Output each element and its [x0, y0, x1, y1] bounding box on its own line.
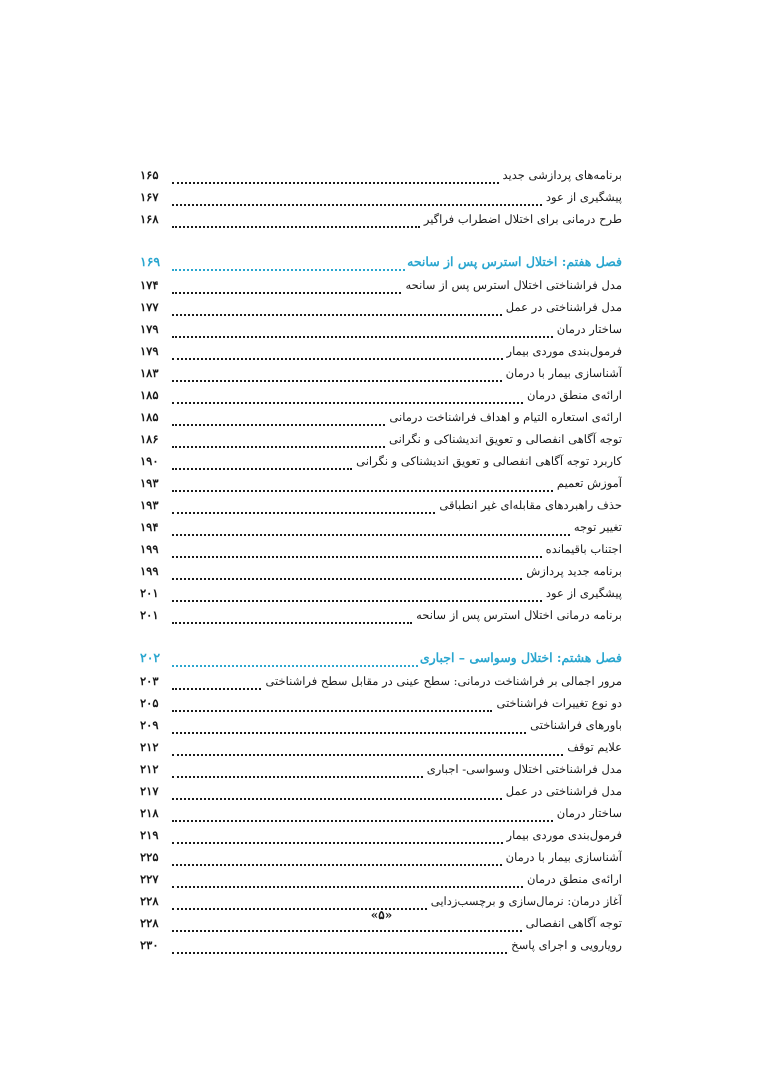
entry-title: باورهای فراشناختی [530, 718, 622, 732]
toc-entry[interactable] [140, 450, 622, 472]
entry-page-number: ۱۷۴ [140, 278, 159, 292]
entry-title: مدل فراشناختی در عمل [505, 300, 622, 314]
dot-leader [172, 592, 542, 602]
entry-title: برنامه درمانی اختلال استرس پس از سانحه [416, 608, 622, 622]
dot-leader [172, 878, 523, 888]
entry-title: رویارویی و اجرای پاسخ [511, 938, 622, 952]
toc-entry[interactable] [140, 868, 622, 890]
toc-entry[interactable] [140, 208, 622, 230]
entry-title: مدل فراشناختی در عمل [505, 784, 622, 798]
dot-leader [172, 394, 523, 404]
toc-entry[interactable] [140, 472, 622, 494]
toc-entry[interactable] [140, 736, 622, 758]
dot-leader [172, 306, 502, 316]
entry-title: فرمول‌بندی موردی بیمار [506, 344, 622, 358]
entry-title: مدل فراشناختی اختلال استرس پس از سانحه [405, 278, 622, 292]
entry-title: توجه آگاهی انفصالی و تعویق اندیشناکی و نگرانی [389, 432, 622, 446]
entry-title: ارائه‌ی استعاره التیام و اهداف فراشناخت درمانی [389, 410, 622, 424]
dot-leader [172, 834, 503, 844]
entry-page-number: ۱۸۶ [140, 432, 159, 446]
entry-title: حذف راهبردهای مقابله‌ای غیر انطباقی [439, 498, 622, 512]
entry-page-number: ۱۹۴ [140, 520, 159, 534]
dot-leader [172, 372, 502, 382]
toc-entry[interactable] [140, 670, 622, 692]
entry-title: مدل فراشناختی اختلال وسواسی- اجباری [426, 762, 622, 776]
toc-section-a [140, 164, 622, 230]
dot-leader [172, 284, 401, 294]
dot-leader [172, 702, 492, 712]
entry-page-number: ۱۸۵ [140, 410, 159, 424]
entry-page-number: ۲۲۷ [140, 872, 159, 886]
entry-page-number: ۱۹۳ [140, 498, 159, 512]
toc-entry[interactable] [140, 406, 622, 428]
entry-page-number: ۱۷۹ [140, 322, 159, 336]
entry-page-number: ۱۶۸ [140, 212, 159, 226]
toc-entry[interactable] [140, 362, 622, 384]
dot-leader [172, 526, 570, 536]
entry-title: فرمول‌بندی موردی بیمار [506, 828, 622, 842]
dot-leader [172, 438, 385, 448]
entry-title: ارائه‌ی منطق درمان [526, 872, 622, 886]
entry-title: طرح درمانی برای اختلال اضطراب فراگیر [423, 212, 622, 226]
dot-leader [172, 218, 420, 228]
entry-title: دو نوع تغییرات فراشناختی [496, 696, 622, 710]
toc-entry[interactable] [140, 516, 622, 538]
dot-leader [172, 504, 435, 514]
toc-entry[interactable] [140, 780, 622, 802]
entry-title: آموزش تعمیم [556, 476, 622, 490]
entry-title: مرور اجمالی بر فراشناخت درمانی: سطح عینی در مقابل سطح فراشناختی [265, 674, 622, 688]
chapter-heading-8[interactable] [140, 646, 622, 670]
entry-title: برنامه جدید پردازش [526, 564, 622, 578]
toc-entry[interactable] [140, 824, 622, 846]
toc-entry[interactable] [140, 582, 622, 604]
toc-entry[interactable] [140, 494, 622, 516]
entry-title: پیشگیری از عود [545, 586, 622, 600]
dot-leader [172, 570, 522, 580]
entry-title: کاربرد توجه آگاهی انفصالی و تعویق اندیشناکی و نگرانی [356, 454, 622, 468]
entry-title: برنامه‌های پردازشی جدید [502, 168, 622, 182]
dot-leader [172, 812, 553, 822]
toc-entry[interactable] [140, 186, 622, 208]
entry-page-number: ۱۸۳ [140, 366, 159, 380]
toc-entry[interactable] [140, 560, 622, 582]
entry-page-number: ۱۹۹ [140, 564, 159, 578]
table-of-contents [140, 164, 622, 956]
dot-leader [172, 196, 542, 206]
entry-page-number: ۲۱۲ [140, 762, 159, 776]
dot-leader [172, 416, 385, 426]
toc-entry[interactable] [140, 318, 622, 340]
entry-page-number: ۱۷۹ [140, 344, 159, 358]
toc-entry[interactable] [140, 296, 622, 318]
chapter-title: فصل هشتم: اختلال وسواسی – اجباری [419, 650, 622, 665]
entry-page-number: ۲۰۹ [140, 718, 159, 732]
entry-page-number: ۱۷۷ [140, 300, 159, 314]
entry-page-number: ۲۰۵ [140, 696, 159, 710]
dot-leader [172, 724, 526, 734]
toc-entry[interactable] [140, 604, 622, 626]
entry-page-number: ۲۱۷ [140, 784, 159, 798]
entry-page-number: ۱۸۵ [140, 388, 159, 402]
dot-leader [172, 460, 352, 470]
dot-leader [172, 790, 502, 800]
toc-entry[interactable] [140, 758, 622, 780]
entry-page-number: ۲۱۲ [140, 740, 159, 754]
toc-entry[interactable] [140, 846, 622, 868]
entry-page-number: ۲۱۸ [140, 806, 159, 820]
toc-entry[interactable] [140, 384, 622, 406]
toc-section-b [140, 274, 622, 626]
chapter-title: فصل هفتم: اختلال استرس پس از سانحه [407, 254, 622, 269]
entry-title: آشناسازی بیمار با درمان [505, 366, 622, 380]
toc-entry[interactable] [140, 274, 622, 296]
entry-title: ارائه‌ی منطق درمان [526, 388, 622, 402]
entry-title: آغاز درمان: نرمال‌سازی و برچسب‌زدایی [430, 894, 622, 908]
dot-leader [172, 768, 423, 778]
entry-page-number: ۱۶۵ [140, 168, 159, 182]
entry-page-number: ۲۰۱ [140, 608, 159, 622]
dot-leader [172, 614, 412, 624]
entry-page-number: ۲۱۹ [140, 828, 159, 842]
dot-leader [172, 548, 542, 558]
page-number-footer: «۵» [370, 908, 393, 922]
toc-entry[interactable] [140, 428, 622, 450]
entry-title: ساختار درمان [556, 806, 622, 820]
dot-leader [172, 174, 499, 184]
entry-title: اجتناب باقیمانده [545, 542, 622, 556]
entry-title: تغییر توجه [573, 520, 622, 534]
entry-page-number: ۱۶۷ [140, 190, 159, 204]
chapter-page-number: ۲۰۲ [140, 650, 161, 665]
entry-page-number: ۱۹۹ [140, 542, 159, 556]
entry-page-number: ۲۰۳ [140, 674, 159, 688]
toc-entry[interactable] [140, 802, 622, 824]
dot-leader [172, 746, 563, 756]
dot-leader [172, 944, 507, 954]
chapter-page-number: ۱۶۹ [140, 254, 161, 269]
entry-page-number: ۲۳۰ [140, 938, 159, 952]
entry-title: آشناسازی بیمار با درمان [505, 850, 622, 864]
toc-entry[interactable] [140, 538, 622, 560]
dot-leader [172, 350, 503, 360]
toc-entry[interactable] [140, 692, 622, 714]
entry-title: توجه آگاهی انفصالی [525, 916, 622, 930]
entry-title: علایم توقف [567, 740, 622, 754]
entry-title: پیشگیری از عود [545, 190, 622, 204]
dot-leader [172, 261, 405, 271]
entry-page-number: ۲۲۸ [140, 894, 159, 908]
dot-leader [172, 328, 553, 338]
dot-leader [172, 922, 522, 932]
dot-leader [172, 657, 418, 667]
dot-leader [172, 680, 261, 690]
entry-page-number: ۱۹۳ [140, 476, 159, 490]
toc-entry[interactable] [140, 164, 622, 186]
entry-page-number: ۱۹۰ [140, 454, 159, 468]
toc-entry[interactable] [140, 340, 622, 362]
toc-entry[interactable] [140, 714, 622, 736]
toc-entry[interactable] [140, 934, 622, 956]
dot-leader [172, 482, 553, 492]
dot-leader [172, 856, 502, 866]
chapter-heading-7[interactable] [140, 250, 622, 274]
entry-title: ساختار درمان [556, 322, 622, 336]
entry-page-number: ۲۲۵ [140, 850, 159, 864]
entry-page-number: ۲۰۱ [140, 586, 159, 600]
entry-page-number: ۲۲۸ [140, 916, 159, 930]
